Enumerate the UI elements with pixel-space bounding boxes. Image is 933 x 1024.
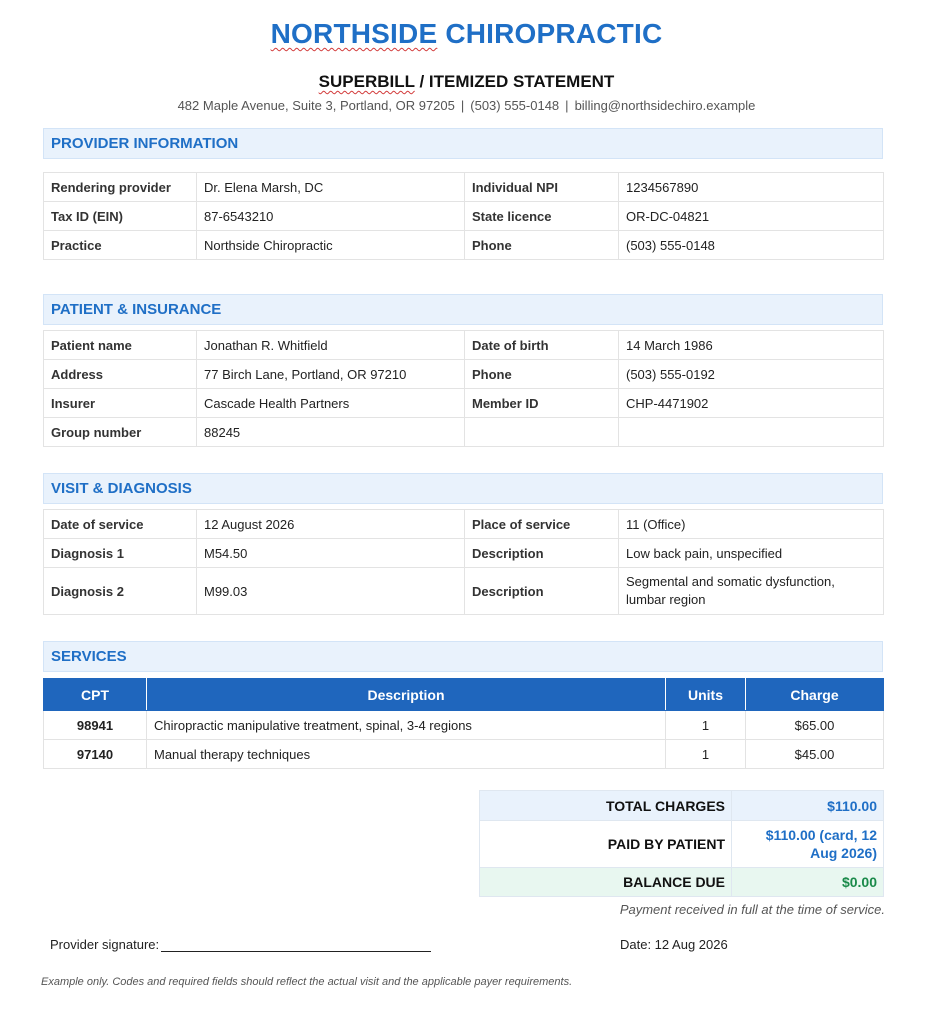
cpt-code: 98941 <box>44 711 147 740</box>
provider-table <box>43 172 884 260</box>
table-row <box>44 740 884 769</box>
field-value: M54.50 <box>197 539 465 568</box>
paid-by-patient-row <box>480 821 884 868</box>
service-charge: $65.00 <box>746 711 884 740</box>
balance-due-label: BALANCE DUE <box>480 868 732 897</box>
paid-by-patient-value: $110.00 (card, 12 Aug 2026) <box>732 821 884 868</box>
field-value: (503) 555-0192 <box>619 360 884 389</box>
field-value: Cascade Health Partners <box>197 389 465 418</box>
field-value: (503) 555-0148 <box>619 231 884 260</box>
table-row <box>44 202 884 231</box>
table-row <box>44 231 884 260</box>
field-value <box>619 418 884 447</box>
column-header-cpt: CPT <box>44 679 147 711</box>
field-label: Address <box>44 360 197 389</box>
table-row <box>44 389 884 418</box>
signature-date: Date: 12 Aug 2026 <box>620 937 728 952</box>
section-header-patient: PATIENT & INSURANCE <box>43 294 883 325</box>
service-units: 1 <box>666 711 746 740</box>
table-header-row <box>44 679 884 711</box>
document-subtitle <box>0 72 933 92</box>
practice-address: 482 Maple Avenue, Suite 3, Portland, OR 97205 <box>177 98 455 113</box>
field-label: Patient name <box>44 331 197 360</box>
field-value: 87-6543210 <box>197 202 465 231</box>
column-header-units: Units <box>666 679 746 711</box>
field-value: Segmental and somatic dysfunction, lumbar region <box>619 568 884 615</box>
contact-separator: | <box>565 98 569 113</box>
section-header-visit: VISIT & DIAGNOSIS <box>43 473 883 504</box>
field-label: Date of birth <box>465 331 619 360</box>
visit-table <box>43 509 884 615</box>
services-table <box>43 678 884 769</box>
field-label: Rendering provider <box>44 173 197 202</box>
totals-table <box>479 790 884 897</box>
field-label: Description <box>465 568 619 615</box>
total-charges-label: TOTAL CHARGES <box>480 791 732 821</box>
title-word-chiropractic: CHIROPRACTIC <box>445 18 663 49</box>
field-value: Jonathan R. Whitfield <box>197 331 465 360</box>
field-label: Diagnosis 1 <box>44 539 197 568</box>
table-row <box>44 360 884 389</box>
field-label: Phone <box>465 360 619 389</box>
signature-label: Provider signature: <box>50 937 160 952</box>
section-header-services: SERVICES <box>43 641 883 672</box>
field-value: 88245 <box>197 418 465 447</box>
section-header-provider: PROVIDER INFORMATION <box>43 128 883 159</box>
field-value: M99.03 <box>197 568 465 615</box>
column-header-description: Description <box>147 679 666 711</box>
field-label: Member ID <box>465 389 619 418</box>
field-label: Tax ID (EIN) <box>44 202 197 231</box>
service-units: 1 <box>666 740 746 769</box>
field-value: 1234567890 <box>619 173 884 202</box>
total-charges-row <box>480 791 884 821</box>
field-label: Place of service <box>465 510 619 539</box>
service-description: Chiropractic manipulative treatment, spinal, 3-4 regions <box>147 711 666 740</box>
table-row <box>44 510 884 539</box>
cpt-code: 97140 <box>44 740 147 769</box>
field-value: Northside Chiropractic <box>197 231 465 260</box>
balance-due-value: $0.00 <box>732 868 884 897</box>
paid-by-patient-label: PAID BY PATIENT <box>480 821 732 868</box>
field-label: Date of service <box>44 510 197 539</box>
field-value: CHP-4471902 <box>619 389 884 418</box>
balance-due-row <box>480 868 884 897</box>
service-charge: $45.00 <box>746 740 884 769</box>
field-label: Group number <box>44 418 197 447</box>
subtitle-word-superbill: SUPERBILL <box>318 72 415 91</box>
field-label <box>465 418 619 447</box>
service-description: Manual therapy techniques <box>147 740 666 769</box>
payment-note: Payment received in full at the time of service. <box>619 902 885 917</box>
field-value: 11 (Office) <box>619 510 884 539</box>
patient-table <box>43 330 884 447</box>
field-label: Practice <box>44 231 197 260</box>
contact-line <box>0 98 933 113</box>
provider-signature <box>50 937 431 952</box>
practice-phone: (503) 555-0148 <box>470 98 560 113</box>
table-row <box>44 418 884 447</box>
footnote: Example only. Codes and required fields should reflect the actual visit and the applicable payer requirements. <box>41 976 573 988</box>
table-row <box>44 568 884 615</box>
field-value: 14 March 1986 <box>619 331 884 360</box>
field-label: Diagnosis 2 <box>44 568 197 615</box>
field-label: Description <box>465 539 619 568</box>
table-row <box>44 539 884 568</box>
field-value: 12 August 2026 <box>197 510 465 539</box>
field-label: State licence <box>465 202 619 231</box>
field-value: Low back pain, unspecified <box>619 539 884 568</box>
table-row <box>44 173 884 202</box>
title-word-northside: NORTHSIDE <box>270 18 438 49</box>
column-header-charge: Charge <box>746 679 884 711</box>
practice-title <box>0 18 933 50</box>
practice-email: billing@northsidechiro.example <box>574 98 756 113</box>
field-label: Phone <box>465 231 619 260</box>
signature-line <box>161 938 431 952</box>
table-row <box>44 331 884 360</box>
field-label: Individual NPI <box>465 173 619 202</box>
field-value: OR-DC-04821 <box>619 202 884 231</box>
total-charges-value: $110.00 <box>732 791 884 821</box>
field-value: Dr. Elena Marsh, DC <box>197 173 465 202</box>
field-value: 77 Birch Lane, Portland, OR 97210 <box>197 360 465 389</box>
contact-separator: | <box>460 98 465 113</box>
subtitle-rest: / ITEMIZED STATEMENT <box>419 72 615 91</box>
field-label: Insurer <box>44 389 197 418</box>
table-row <box>44 711 884 740</box>
